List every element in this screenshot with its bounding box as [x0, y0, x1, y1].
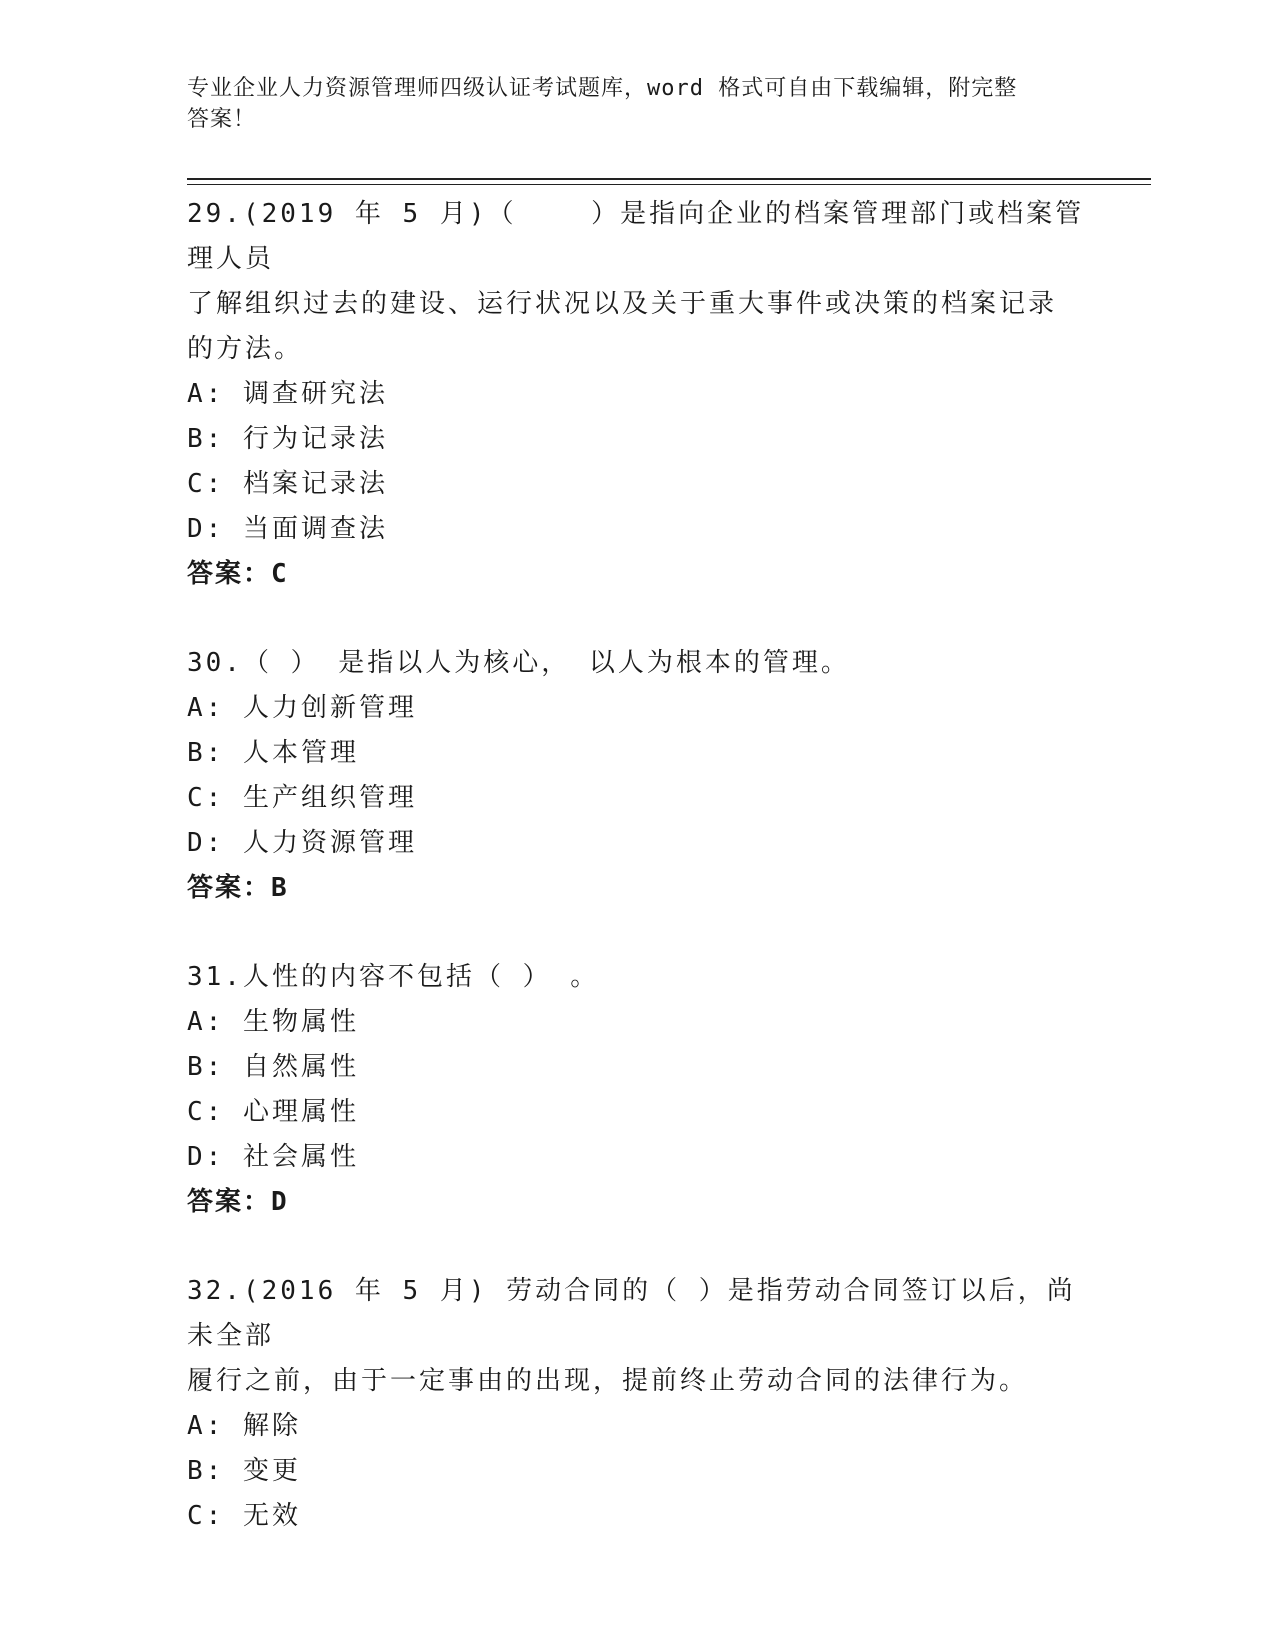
question-stem-line: 29.(2019 年 5 月)（ ）是指向企业的档案管理部门或档案管理人员	[187, 199, 1085, 274]
question-stem-line: 的方法。	[187, 334, 304, 364]
question-list	[187, 192, 1087, 1583]
option-c: C: 生产组织管理	[187, 783, 417, 813]
question-31	[187, 955, 1087, 1225]
option-a: A: 生物属性	[187, 1007, 359, 1037]
question-stem-line: 32.(2016 年 5 月) 劳动合同的（ ）是指劳动合同签订以后，尚未全部	[187, 1276, 1076, 1351]
option-d: D: 人力资源管理	[187, 828, 417, 858]
option-b: B: 行为记录法	[187, 424, 388, 454]
option-a: A: 解除	[187, 1411, 301, 1441]
option-c: C: 档案记录法	[187, 469, 388, 499]
question-stem-line: 履行之前，由于一定事由的出现，提前终止劳动合同的法律行为。	[187, 1366, 1029, 1396]
option-d: D: 社会属性	[187, 1142, 359, 1172]
question-stem-line: 30.（ ） 是指以人为核心， 以人为根本的管理。	[187, 648, 850, 678]
option-c: C: 无效	[187, 1501, 301, 1531]
question-30	[187, 641, 1087, 911]
question-29	[187, 192, 1087, 597]
option-c: C: 心理属性	[187, 1097, 359, 1127]
option-b: B: 人本管理	[187, 738, 359, 768]
header-divider-thin	[187, 184, 1151, 185]
option-a: A: 调查研究法	[187, 379, 388, 409]
question-stem-line: 31.人性的内容不包括（ ） 。	[187, 962, 600, 992]
header-divider-thick	[187, 178, 1151, 180]
header-line-2: 答案！	[187, 107, 257, 132]
header-line-1: 专业企业人力资源管理师四级认证考试题库，word 格式可自由下载编辑，附完整	[187, 76, 1018, 101]
option-b: B: 变更	[187, 1456, 301, 1486]
option-b: B: 自然属性	[187, 1052, 359, 1082]
question-32	[187, 1269, 1087, 1539]
option-d: D: 当面调查法	[187, 514, 388, 544]
answer-text: 答案：B	[187, 873, 289, 903]
document-header	[187, 73, 1067, 135]
question-stem-line: 了解组织过去的建设、运行状况以及关于重大事件或决策的档案记录	[187, 289, 1058, 319]
answer-text: 答案：D	[187, 1187, 289, 1217]
option-a: A: 人力创新管理	[187, 693, 417, 723]
answer-text: 答案：C	[187, 559, 289, 589]
